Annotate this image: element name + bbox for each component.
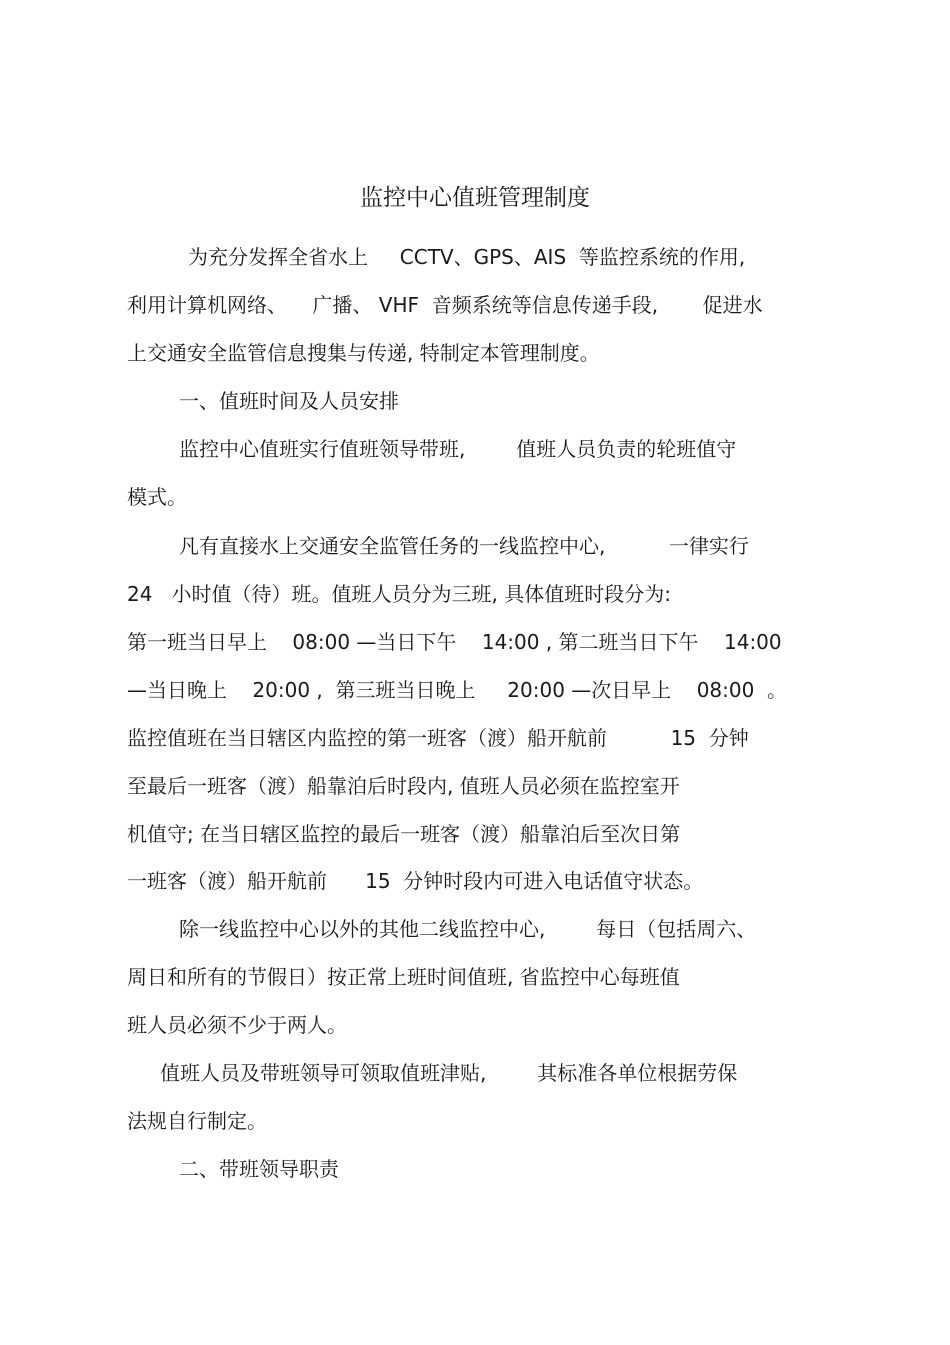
section-heading: 一、值班时间及人员安排: [179, 389, 399, 413]
paragraph-line: 为充分发挥全省水上 CCTV、GPS、AIS 等监控系统的作用,: [188, 245, 746, 269]
paragraph-line: 一班客（渡）船开航前 15 分钟时段内可进入电话值守状态。: [127, 869, 704, 893]
paragraph-line: 周日和所有的节假日）按正常上班时间值班, 省监控中心每班值: [127, 965, 680, 989]
paragraph-line: 模式。: [127, 485, 187, 509]
paragraph-line: 值班人员及带班领导可领取值班津贴, 其标准各单位根据劳保: [160, 1061, 738, 1085]
paragraph-line: 上交通安全监管信息搜集与传递, 特制定本管理制度。: [127, 341, 600, 365]
document-title: 监控中心值班管理制度: [360, 185, 590, 211]
paragraph-line: 监控值班在当日辖区内监控的第一班客（渡）船开航前 15 分钟: [127, 726, 749, 750]
paragraph-line: 利用计算机网络、 广播、 VHF 音频系统等信息传递手段, 促进水: [127, 293, 763, 317]
paragraph-line: 第一班当日早上 08:00 —当日下午 14:00 , 第二班当日下午 14:00: [127, 630, 782, 654]
paragraph-line: 除一线监控中心以外的其他二线监控中心, 每日（包括周六、: [179, 917, 757, 941]
paragraph-line: —当日晚上 20:00 , 第三班当日晚上 20:00 —次日早上 08:00 。: [127, 678, 788, 702]
paragraph-line: 24 小时值（待）班。值班人员分为三班, 具体值班时段分为:: [127, 582, 671, 606]
paragraph-line: 法规自行制定。: [127, 1109, 267, 1133]
paragraph-line: 监控中心值班实行值班领导带班, 值班人员负责的轮班值守: [179, 437, 737, 461]
paragraph-line: 至最后一班客（渡）船靠泊后时段内, 值班人员必须在监控室开: [127, 774, 680, 798]
paragraph-line: 机值守; 在当日辖区监控的最后一班客（渡）船靠泊后至次日第: [127, 822, 681, 846]
paragraph-line: 凡有直接水上交通安全监管任务的一线监控中心, 一律实行: [179, 534, 749, 558]
paragraph-line: 班人员必须不少于两人。: [127, 1013, 347, 1037]
section-heading: 二、带班领导职责: [179, 1157, 339, 1181]
